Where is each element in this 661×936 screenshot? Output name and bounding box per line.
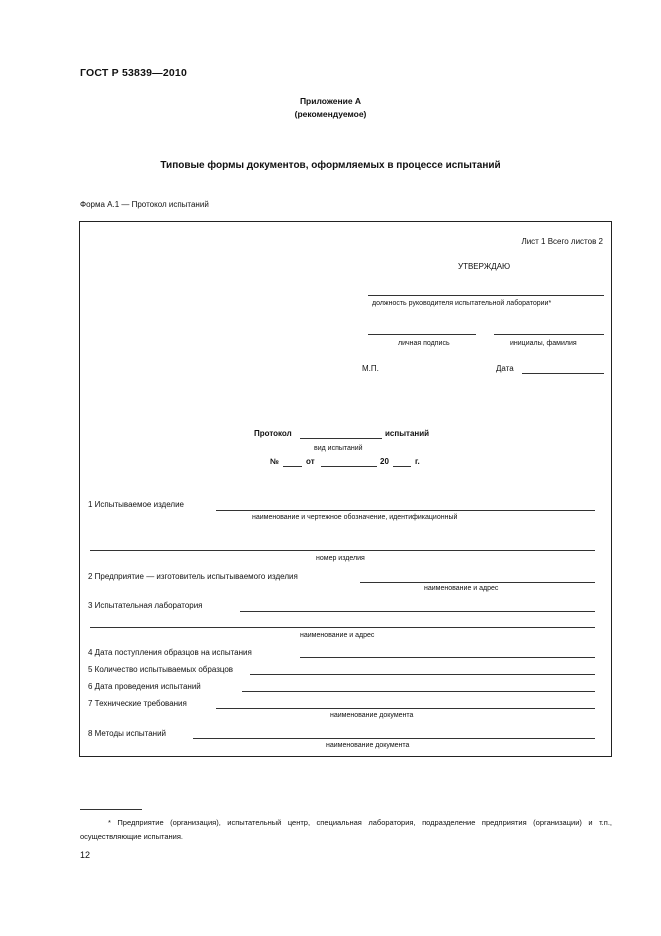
item-8-caption: наименование документа [326, 742, 410, 749]
item-3-caption: наименование и адрес [300, 632, 375, 639]
number-label: № [270, 457, 279, 466]
stamp-label: М.П. [362, 364, 379, 373]
year-line [393, 466, 411, 467]
form-caption: Форма А.1 — Протокол испытаний [80, 200, 209, 209]
item-6-line [242, 691, 595, 692]
item-8-line [193, 738, 595, 739]
standard-code: ГОСТ Р 53839—2010 [80, 67, 188, 79]
item-7-caption: наименование документа [330, 712, 414, 719]
position-line [368, 295, 604, 296]
protocol-suffix: испытаний [385, 429, 430, 438]
item-1-line-2 [90, 550, 595, 551]
item-1-caption-2: номер изделия [316, 555, 365, 562]
protocol-type-line [300, 438, 382, 439]
appendix-title: Приложение А [299, 96, 362, 106]
signature-caption: личная подпись [398, 340, 450, 347]
item-8-label: 8 Методы испытаний [88, 729, 167, 738]
item-7-line [216, 708, 595, 709]
protocol-type-caption: вид испытаний [314, 445, 363, 452]
protocol-prefix: Протокол [254, 429, 292, 438]
initials-caption: инициалы, фамилия [510, 340, 577, 347]
item-2-label: 2 Предприятие — изготовитель испытываемого изделия [88, 572, 298, 581]
date-label: Дата [496, 364, 514, 373]
item-3-label: 3 Испытательная лаборатория [88, 601, 203, 610]
approve-label: УТВЕРЖДАЮ [458, 262, 511, 271]
initials-line [494, 334, 604, 335]
item-5-label: 5 Количество испытываемых образцов [88, 665, 234, 674]
item-7-label: 7 Технические требования [88, 699, 187, 708]
item-2-line [360, 582, 595, 583]
appendix-subtitle: (рекомендуемое) [294, 109, 367, 119]
item-3-line [240, 611, 595, 612]
date-line [522, 373, 604, 374]
sheet-info: Лист 1 Всего листов 2 [521, 237, 603, 246]
section-title: Типовые формы документов, оформляемых в процессе испытаний [160, 160, 501, 171]
position-caption: должность руководителя испытательной лаборатории* [372, 300, 552, 307]
item-1-label: 1 Испытываемое изделие [88, 500, 184, 509]
year-prefix: 20 [380, 457, 389, 466]
item-2-caption: наименование и адрес [424, 585, 499, 592]
protocol-form [79, 221, 612, 757]
item-1-line [216, 510, 595, 511]
item-4-label: 4 Дата поступления образцов на испытания [88, 648, 252, 657]
item-6-label: 6 Дата проведения испытаний [88, 682, 201, 691]
footnote: * Предприятие (организация), испытательный центр, специальная лаборатория, подразделение предприятия (организации) и т.п., осуществляющие испытания. [80, 818, 612, 841]
item-4-line [300, 657, 595, 658]
item-1-caption: наименование и чертежное обозначение, идентификационный [252, 514, 458, 521]
signature-line [368, 334, 476, 335]
footnote-rule [80, 809, 142, 810]
item-5-line [250, 674, 595, 675]
year-suffix: г. [415, 457, 420, 466]
page-number: 12 [80, 850, 91, 860]
from-line [321, 466, 377, 467]
from-label: от [306, 457, 315, 466]
number-line [283, 466, 302, 467]
item-3-line-2 [90, 627, 595, 628]
